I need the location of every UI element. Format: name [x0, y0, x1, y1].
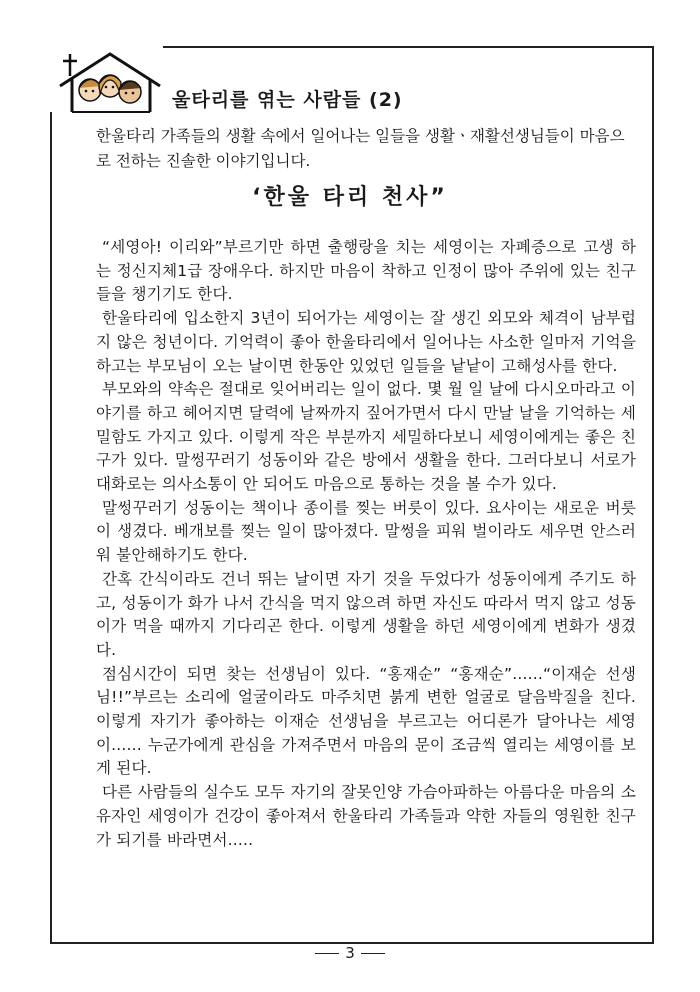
article-paragraph: 다른 사람들의 실수도 모두 자기의 잘못인양 가슴아파하는 아름다운 마음의 소유자인 세영이가 건강이 좋아져서 한울타리 가족들과 약한 자들의 영원한 친구가 되기를 바라면서..... — [96, 783, 636, 849]
dash-left — [315, 953, 339, 955]
article-paragraph: 점심시간이 되면 찾는 선생님이 있다. “홍재순” “홍재순”......“이재순 선생님!!”부르는 소리에 얼굴이라도 마주치면 붉게 변한 얼굴로 달음박질을 친다. 이렇게 자기가 좋아하는 이재순 선생님을 부르고는 어디론가 달아나는 세영이...... 누군가에게 관심을 가져주면서 마음의 문이 조금씩 열리는 세영이를 보게 된다. — [96, 664, 636, 778]
house-family-logo-icon — [56, 50, 164, 116]
page-footer — [0, 944, 700, 962]
article-paragraph: 말썽꾸러기 성동이는 책이나 종이를 찢는 버릇이 있다. 요사이는 새로운 버릇이 생겼다. 베개보를 찢는 일이 많아졌다. 말썽을 피워 벌이라도 세우면 안스러워 불안해하기도 한다. — [96, 498, 636, 565]
article-paragraph: 부모와의 약속은 절대로 잊어버리는 일이 없다. 몇 월 일 날에 다시오마라고 이야기를 하고 헤어지면 달력에 날짜까지 짚어가면서 다시 만날 날을 기억하는 세밀함도 가지고 있다. 이렇게 작은 부분까지 세밀하다보니 세영이에게는 좋은 친구가 있다. 말썽꾸러기 성동이와 같은 방에서 생활을 한다. 그러다보니 서로가 대화로는 의사소통이 안 되어도 마음으로 통하는 것을 볼 수가 있다. — [96, 380, 636, 494]
article-paragraph: 한울타리에 입소한지 3년이 되어가는 세영이는 잘 생긴 외모와 체격이 남부럽지 않은 청년이다. 기억력이 좋아 한울타리에서 일어나는 사소한 일마저 기억을 하고는 부모님이 오는 날이면 한동안 있었던 일들을 낱낱이 고해성사를 한다. — [96, 309, 636, 375]
article-body — [96, 236, 636, 852]
frame-left-rule — [50, 112, 52, 944]
page-number: 3 — [345, 944, 355, 962]
article-paragraph: “세영아! 이리와”부르기만 하면 출행랑을 치는 세영이는 자폐증으로 고생 하는 정신지체1급 장애우다. 하지만 마음이 착하고 인정이 많아 주위에 있는 친구들을 챙기기도 한다. — [96, 238, 636, 304]
article-title: ‘한울 타리 천사” — [252, 185, 448, 210]
frame-top-rule — [163, 46, 654, 48]
section-title: 울타리를 엮는 사람들 (2) — [172, 89, 403, 111]
dash-right — [361, 953, 385, 955]
article-paragraph: 간혹 간식이라도 건너 뛰는 날이면 자기 것을 두었다가 성동이에게 주기도 하고, 성동이가 화가 나서 간식을 먹지 않으려 하면 자신도 따라서 먹지 않고 성동이가 먹을 때까지 기다리곤 한다. 이렇게 생활을 하던 세영이에게 변화가 생겼다. — [96, 569, 636, 659]
intro-text: 한울타리 가족들의 생활 속에서 일어나는 일들을 생활ㆍ재활선생님들이 마음으로 전하는 진솔한 이야기입니다. — [96, 127, 625, 170]
